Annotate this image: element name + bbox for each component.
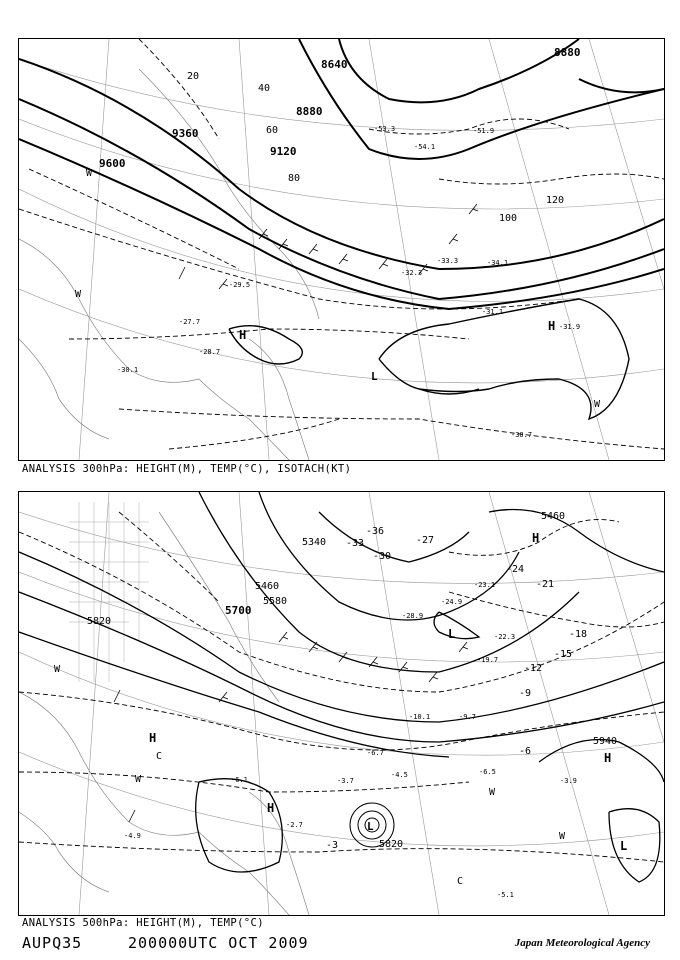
height-label-8640: 8640 xyxy=(321,58,348,71)
temp-label: -30 xyxy=(373,551,392,562)
station-value: -4.9 xyxy=(124,832,141,840)
temp-label: -30.1 xyxy=(117,366,139,374)
station-value: -22.3 xyxy=(494,633,516,641)
height-contours xyxy=(19,39,664,309)
isotach-label-100: 100 xyxy=(499,213,518,224)
temp-label: -36 xyxy=(366,526,385,537)
temp-label: -28.7 xyxy=(199,348,221,356)
station-value: -19.7 xyxy=(477,656,499,664)
temp-label: -15 xyxy=(554,649,573,660)
warm-center-label: W xyxy=(135,774,142,785)
height-label-5940: 5940 xyxy=(593,736,618,747)
height-label-9360: 9360 xyxy=(172,127,199,140)
height-label-5820-low: 5820 xyxy=(379,839,404,850)
temp-label: -34.1 xyxy=(487,259,509,267)
temp-label: -29.5 xyxy=(229,281,251,289)
cold-center-label: C xyxy=(457,876,464,887)
agency-name: Japan Meteorological Agency xyxy=(514,937,650,949)
station-value: -6.1 xyxy=(231,776,248,784)
low-center-label: L xyxy=(620,839,628,853)
height-label-9600: 9600 xyxy=(99,157,126,170)
temp-label: -21 xyxy=(536,579,555,590)
height-contours xyxy=(19,492,664,882)
low-center-label: L xyxy=(367,820,374,833)
temp-label: -51.9 xyxy=(473,127,495,135)
station-value: -6.5 xyxy=(479,768,496,776)
station-value: -5.1 xyxy=(497,891,514,899)
warm-center-label: W xyxy=(489,787,496,798)
map-500hpa-svg xyxy=(19,492,664,915)
isotach-label-40: 40 xyxy=(258,83,271,94)
coastline xyxy=(19,512,309,915)
station-value: -28.9 xyxy=(402,612,424,620)
temp-label: -18 xyxy=(569,629,588,640)
height-label-5340: 5340 xyxy=(302,537,327,548)
high-center-label: H xyxy=(149,731,157,745)
wind-barbs xyxy=(114,632,468,822)
map-300hpa-svg xyxy=(19,39,664,460)
isotach-label-120: 120 xyxy=(546,195,565,206)
wind-barbs xyxy=(179,204,478,289)
temp-label: -31.1 xyxy=(482,308,504,316)
isotach-label-60: 60 xyxy=(266,125,279,136)
temp-isotherms xyxy=(19,512,664,862)
station-value: -6.7 xyxy=(367,749,384,757)
station-value: -10.1 xyxy=(409,713,431,721)
height-label-5580: 5580 xyxy=(263,596,288,607)
caption-300hpa: ANALYSIS 300hPa: HEIGHT(M), TEMP(°C), ISOTACH(KT) xyxy=(22,463,352,475)
temp-label: -33 xyxy=(346,538,365,549)
cold-center-label: C xyxy=(156,751,163,762)
warm-center-label: W xyxy=(559,831,566,842)
warm-center-label: W xyxy=(594,399,601,410)
temp-label: -12 xyxy=(524,663,543,674)
temp-label: -54.1 xyxy=(414,143,436,151)
warm-center-label: W xyxy=(86,168,93,179)
analysis-time: 200000UTC OCT 2009 xyxy=(128,934,309,952)
height-label-8880-b: 8880 xyxy=(554,46,581,59)
caption-500hpa: ANALYSIS 500hPa: HEIGHT(M), TEMP(°C) xyxy=(22,917,264,929)
station-value: -2.7 xyxy=(286,821,303,829)
station-value: -3.9 xyxy=(560,777,577,785)
temp-label: -33.3 xyxy=(437,257,459,265)
height-label-8880-a: 8880 xyxy=(296,105,323,118)
temp-label: -30.7 xyxy=(511,431,533,439)
low-center-label: L xyxy=(448,627,456,641)
map-300hpa xyxy=(18,38,665,461)
height-label-9120: 9120 xyxy=(270,145,297,158)
map-500hpa xyxy=(18,491,665,916)
isotach-label-20: 20 xyxy=(187,71,200,82)
chart-code: AUPQ35 xyxy=(22,934,83,952)
warm-center-label: W xyxy=(54,664,61,675)
temp-label: -3 xyxy=(326,840,339,851)
temp-label: -31.9 xyxy=(559,323,581,331)
station-value: -3.7 xyxy=(337,777,354,785)
high-center-label: H xyxy=(267,801,275,815)
height-label-5460-ne: 5460 xyxy=(541,511,566,522)
temp-label: -53.3 xyxy=(374,125,396,133)
station-value: -24.9 xyxy=(441,598,463,606)
station-value: -23.1 xyxy=(474,581,496,589)
isotach-label-80: 80 xyxy=(288,173,301,184)
temp-label: -27 xyxy=(416,535,435,546)
station-value: -9.7 xyxy=(459,713,476,721)
temp-label: -27.7 xyxy=(179,318,201,326)
height-label-5700: 5700 xyxy=(225,604,252,617)
temp-label: -6 xyxy=(519,746,532,757)
height-label-5820: 5820 xyxy=(87,616,112,627)
temp-label: -9 xyxy=(519,688,532,699)
terrain-hatch xyxy=(69,502,149,682)
temp-label: -32.3 xyxy=(401,269,423,277)
low-center-label: L xyxy=(371,370,378,383)
high-center-label: H xyxy=(239,328,247,342)
high-center-label: H xyxy=(548,319,556,333)
high-center-label: H xyxy=(604,751,612,765)
temp-label: -24 xyxy=(506,564,525,575)
high-center-label: H xyxy=(532,531,540,545)
height-label-5460: 5460 xyxy=(255,581,280,592)
warm-center-label: W xyxy=(75,289,82,300)
station-value: -4.5 xyxy=(391,771,408,779)
